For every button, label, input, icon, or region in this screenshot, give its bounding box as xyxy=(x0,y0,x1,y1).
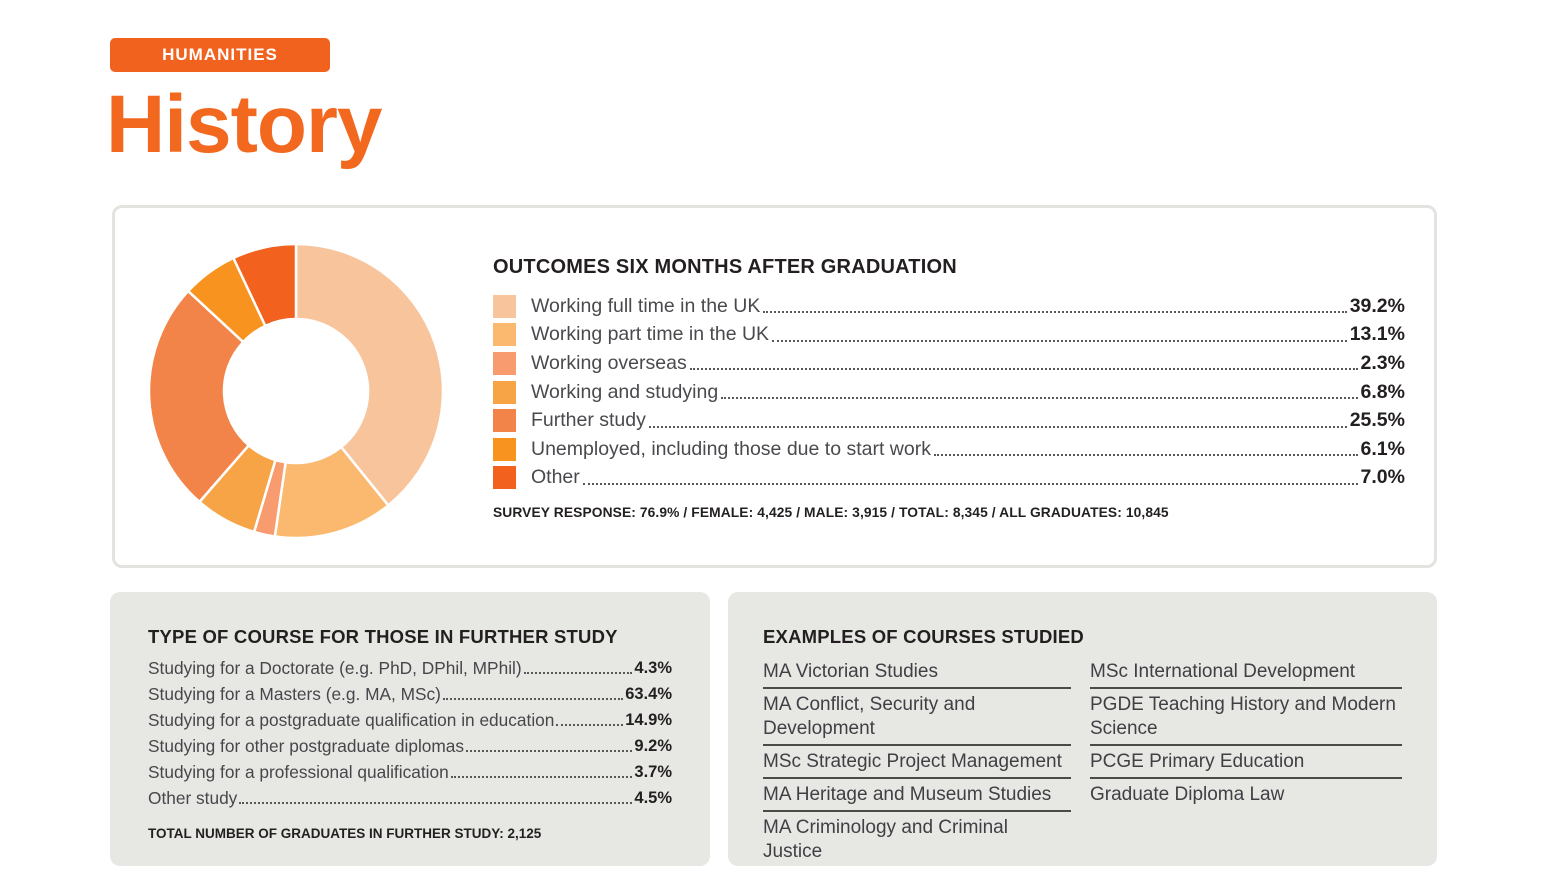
outcomes-heading: OUTCOMES SIX MONTHS AFTER GRADUATION xyxy=(493,256,957,278)
legend-row xyxy=(493,464,1405,493)
study-value: 9.2% xyxy=(634,736,672,755)
legend-swatch xyxy=(493,295,516,318)
legend-swatch xyxy=(493,381,516,404)
further-study-heading: TYPE OF COURSE FOR THOSE IN FURTHER STUDY xyxy=(148,626,618,647)
legend-row xyxy=(493,321,1405,350)
dotted-leader xyxy=(649,426,1347,428)
study-label: Studying for a Masters (e.g. MA, MSc) xyxy=(148,683,441,704)
further-study-total-note: TOTAL NUMBER OF GRADUATES IN FURTHER STUDY: 2,125 xyxy=(148,826,542,841)
legend-label: Working full time in the UK xyxy=(531,294,761,317)
legend-swatch xyxy=(493,438,516,461)
study-label: Studying for a Doctorate (e.g. PhD, DPhil, MPhil) xyxy=(148,657,522,678)
legend-label: Working part time in the UK xyxy=(531,323,770,346)
course-item: MSc Strategic Project Management xyxy=(763,749,1071,779)
study-value: 4.3% xyxy=(634,658,672,677)
dotted-leader xyxy=(451,776,633,778)
further-study-card xyxy=(110,592,710,866)
legend-swatch xyxy=(493,466,516,489)
legend-label: Further study xyxy=(531,409,646,432)
dotted-leader xyxy=(466,750,632,752)
study-label: Studying for a professional qualification xyxy=(148,761,449,782)
courses-card xyxy=(728,592,1437,866)
survey-response-note: SURVEY RESPONSE: 76.9% / FEMALE: 4,425 / MALE: 3,915 / TOTAL: 8,345 / ALL GRADUATES: 10,845 xyxy=(493,505,1169,520)
study-label: Other study xyxy=(148,787,238,808)
study-label: Studying for a postgraduate qualification in education xyxy=(148,709,555,730)
legend-label: Working and studying xyxy=(531,380,719,403)
legend-label: Other xyxy=(531,466,580,489)
outcomes-legend xyxy=(493,256,1405,492)
dotted-leader xyxy=(934,454,1358,456)
legend-value: 25.5% xyxy=(1349,409,1405,432)
outcomes-card xyxy=(112,205,1437,568)
course-item: Graduate Diploma Law xyxy=(1090,784,1285,805)
category-badge xyxy=(110,38,330,72)
legend-value: 7.0% xyxy=(1360,466,1405,489)
legend-value: 6.1% xyxy=(1360,437,1405,460)
study-value: 4.5% xyxy=(634,788,672,807)
legend-label: Working overseas xyxy=(531,351,687,374)
legend-label: Unemployed, including those due to start work xyxy=(531,437,931,460)
course-item: PGDE Teaching History and Modern Science xyxy=(1090,692,1402,746)
course-columns xyxy=(763,659,1402,870)
dotted-leader xyxy=(772,340,1347,342)
study-row xyxy=(148,785,672,811)
study-value: 14.9% xyxy=(625,710,672,729)
study-value: 63.4% xyxy=(625,684,672,703)
legend-row xyxy=(493,349,1405,378)
legend-row xyxy=(493,292,1405,321)
dotted-leader xyxy=(763,311,1346,313)
study-value: 3.7% xyxy=(634,762,672,781)
course-item: MA Victorian Studies xyxy=(763,659,1071,689)
dotted-leader xyxy=(524,672,633,674)
dotted-leader xyxy=(583,483,1358,485)
legend-row xyxy=(493,378,1405,407)
legend-swatch xyxy=(493,352,516,375)
legend-rows xyxy=(493,292,1405,492)
study-label: Studying for other postgraduate diplomas xyxy=(148,735,465,756)
page-title: History xyxy=(106,79,382,170)
course-item: MA Heritage and Museum Studies xyxy=(763,782,1071,812)
courses-heading: EXAMPLES OF COURSES STUDIED xyxy=(763,626,1084,647)
dotted-leader xyxy=(556,724,623,726)
legend-row xyxy=(493,435,1405,464)
legend-swatch xyxy=(493,409,516,432)
study-row xyxy=(148,733,672,759)
donut-chart xyxy=(145,240,447,542)
study-row xyxy=(148,707,672,733)
study-row xyxy=(148,681,672,707)
legend-value: 6.8% xyxy=(1360,380,1405,403)
legend-value: 2.3% xyxy=(1360,351,1405,374)
legend-swatch xyxy=(493,323,516,346)
course-item: MSc International Development xyxy=(1090,659,1402,689)
course-item: MA Criminology and Criminal Justice xyxy=(763,817,1008,862)
further-study-rows xyxy=(148,655,672,811)
course-column-2 xyxy=(1090,659,1402,870)
study-row xyxy=(148,759,672,785)
course-column-1 xyxy=(763,659,1071,870)
category-badge-label: HUMANITIES xyxy=(162,45,278,64)
legend-value: 13.1% xyxy=(1349,323,1405,346)
study-row xyxy=(148,655,672,681)
dotted-leader xyxy=(721,397,1357,399)
legend-value: 39.2% xyxy=(1349,294,1405,317)
course-item: PCGE Primary Education xyxy=(1090,749,1402,779)
dotted-leader xyxy=(690,368,1358,370)
dotted-leader xyxy=(443,698,623,700)
course-item: MA Conflict, Security and Development xyxy=(763,692,1071,746)
legend-row xyxy=(493,406,1405,435)
dotted-leader xyxy=(239,802,632,804)
